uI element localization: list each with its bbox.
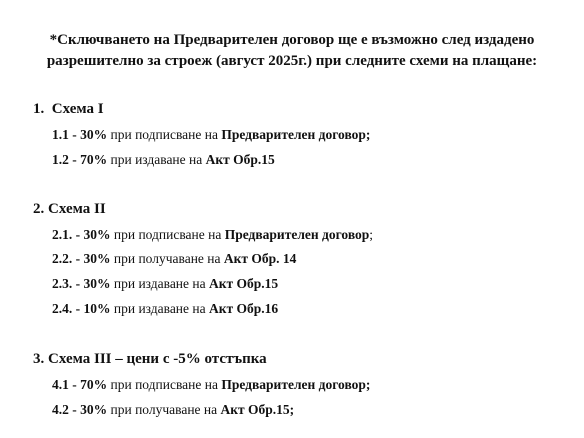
row-percent: 2.3. - 30% [52, 276, 111, 291]
scheme-3-row-2 [52, 402, 294, 418]
scheme-2-row-2 [52, 251, 296, 267]
row-document: Акт Обр.15; [220, 402, 295, 417]
scheme-3-row-1 [52, 377, 370, 393]
scheme-1-row-1 [52, 127, 370, 143]
row-text: при издаване на [110, 152, 203, 167]
row-text: при подписване на [110, 377, 218, 392]
row-document: Акт Обр. 14 [223, 251, 297, 266]
row-document: Предварителен договор; [221, 127, 371, 142]
scheme-title: Схема II [48, 201, 106, 217]
row-document: Акт Обр.15 [209, 276, 279, 291]
row-suffix: ; [369, 227, 374, 242]
payment-note [0, 30, 584, 72]
note-line-2: разрешително за строеж (август 2025г.) при следните схеми на плащане: [46, 53, 538, 69]
scheme-2-row-1 [52, 227, 373, 243]
row-percent: 1.1 - 30% [52, 127, 108, 142]
scheme-2-heading [33, 201, 106, 218]
scheme-1-row-2 [52, 152, 275, 168]
scheme-1-heading [33, 101, 104, 118]
row-text: при издаване на [113, 301, 206, 316]
row-text: при подписване на [110, 127, 218, 142]
row-percent: 4.2 - 30% [52, 402, 108, 417]
row-percent: 2.4. - 10% [52, 301, 111, 316]
row-document: Предварителен договор [224, 227, 370, 242]
scheme-2-row-4 [52, 301, 278, 317]
scheme-number: 2. [33, 201, 45, 217]
row-text: при получаване на [113, 251, 221, 266]
scheme-title: Схема I [51, 101, 104, 117]
row-text: при подписване на [113, 227, 222, 242]
row-document: Предварителен договор; [221, 377, 371, 392]
row-percent: 1.2 - 70% [52, 152, 108, 167]
row-text: при издаване на [113, 276, 206, 291]
row-text: при получаване на [110, 402, 218, 417]
row-document: Акт Обр.15 [205, 152, 275, 167]
row-percent: 2.2. - 30% [52, 251, 111, 266]
scheme-2-row-3 [52, 276, 278, 292]
note-line-1: *Сключването на Предварителен договор ще е възможно след издадено [49, 32, 535, 48]
scheme-title: Схема III – цени с -5% отстъпка [48, 351, 267, 367]
scheme-number: 3. [33, 351, 45, 367]
scheme-3-heading [33, 351, 267, 368]
row-document: Акт Обр.16 [209, 301, 279, 316]
row-percent: 2.1. - 30% [52, 227, 111, 242]
row-percent: 4.1 - 70% [52, 377, 108, 392]
scheme-number: 1. [33, 101, 45, 117]
